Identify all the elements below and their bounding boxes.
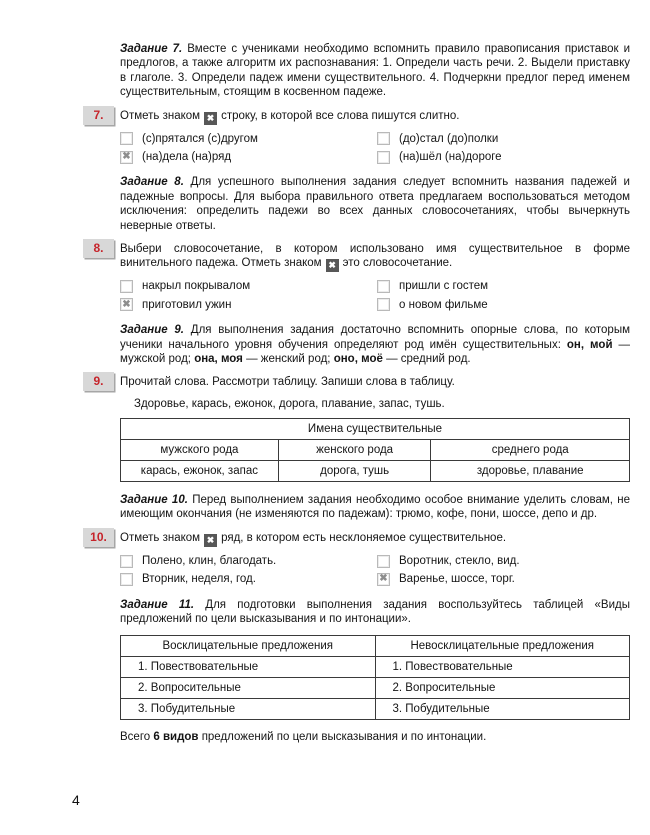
table-row <box>121 419 630 440</box>
table-row <box>121 657 630 678</box>
summary-bold: 6 видов <box>153 731 199 744</box>
answer-option[interactable] <box>120 132 377 146</box>
exercise-8-prompt <box>120 242 630 273</box>
task7-label: Задание 7. <box>120 43 183 55</box>
option-label: (на)дела (на)ряд <box>142 151 232 163</box>
table-row <box>121 461 630 482</box>
task9-guidance <box>120 323 630 366</box>
gender-table <box>120 418 630 482</box>
table-row <box>121 636 630 657</box>
answer-option[interactable] <box>377 132 630 146</box>
option-label: Полено, клин, благодать. <box>142 554 277 567</box>
checkbox[interactable] <box>377 555 390 568</box>
task10-text: Перед выполнением задания необходимо особое внимание уделить словам, не имеющим окончания (не изменяются по падежам): трюмо, кофе, пони, шоссе, депо и др. <box>120 494 630 521</box>
option-label: пришли с гостем <box>399 280 489 293</box>
table-cell: дорога, тушь <box>278 461 431 482</box>
option-label: (до)стал (до)полки <box>399 132 499 145</box>
answer-option[interactable] <box>377 554 630 568</box>
sentence-types-table <box>120 635 630 720</box>
checkbox[interactable]: ✖ <box>120 298 133 311</box>
option-label: Варенье, шоссе, торг. <box>399 573 515 586</box>
prompt-text: Выбери словосочетание, в котором использовано имя существительное в форме винительного падежа. Отметь знаком <box>120 242 630 270</box>
task8-text: Для успешного выполнения задания следует вспомнить названия падежей и падежные вопросы. Для выбора правильного ответа предлагаем воспользоваться методом исключения: определить падежи во всех данных словосочетаниях, чтобы вычеркнуть неверные ответы. <box>120 176 630 232</box>
exercise-7-number: 7. <box>93 107 104 122</box>
checkbox[interactable] <box>377 132 390 145</box>
task7-guidance <box>120 42 630 100</box>
task8-label: Задание 8. <box>120 176 184 189</box>
exercise-7-prompt <box>120 109 630 125</box>
exercise-10-number-badge <box>83 528 114 547</box>
column-header: женского рода <box>278 440 431 461</box>
exercise-9-number-badge <box>83 372 114 391</box>
task11-label: Задание 11. <box>120 598 195 611</box>
page-number: 4 <box>72 791 80 808</box>
table-row <box>121 699 630 720</box>
table-title: Имена существительные <box>121 419 630 440</box>
answer-option[interactable] <box>377 572 630 586</box>
task9-text: — женский род; <box>246 352 331 365</box>
exercise-7-number-badge <box>83 106 114 125</box>
task9-label: Задание 9. <box>120 324 185 337</box>
exercise-9 <box>93 374 630 482</box>
answer-option[interactable] <box>120 150 377 164</box>
task10-guidance <box>120 493 630 522</box>
summary-line <box>120 730 630 744</box>
answer-option[interactable] <box>120 279 377 293</box>
exercise-10-prompt <box>120 531 630 547</box>
task9-text: Для выполнения задания достаточно вспомнить опорные слова, по которым ученики начального уровня обучения определяют род имён существительных: <box>120 324 630 351</box>
exercise-10 <box>90 529 630 587</box>
table-cell: 3. Побудительные <box>121 699 376 720</box>
exercise-9-word-list: Здоровье, карась, ежонок, дорога, плавание, запас, тушь. <box>134 397 445 410</box>
task9-bold: оно, моё <box>333 352 383 365</box>
summary-text: Всего <box>120 731 151 744</box>
x-mark-icon: ✖ <box>204 534 217 547</box>
option-label: накрыл покрывалом <box>142 280 251 293</box>
exercise-9-prompt: Прочитай слова. Рассмотри таблицу. Запиши слова в таблицу. <box>120 376 455 389</box>
exercise-8 <box>93 240 630 312</box>
checkbox[interactable]: ✖ <box>120 151 133 164</box>
exercise-8-number-badge <box>83 239 114 258</box>
option-label: о новом фильме <box>399 298 488 311</box>
exercise-7 <box>93 107 630 165</box>
table-cell: карась, ежонок, запас <box>121 461 279 482</box>
exercise-9-number: 9. <box>93 374 104 389</box>
table-cell: здоровье, плавание <box>431 461 630 482</box>
task11-text: Для подготовки выполнения задания воспользуйтесь таблицей «Виды предложений по цели высказывания и по интонации». <box>120 598 630 625</box>
task9-text: — средний род. <box>386 352 471 365</box>
option-label: Воротник, стекло, вид. <box>399 554 520 567</box>
option-label: (с)прятался (с)другом <box>142 132 258 145</box>
checkbox[interactable] <box>120 132 133 145</box>
table-cell: 1. Повествовательные <box>375 657 630 678</box>
table-row <box>121 440 630 461</box>
table-cell: 2. Вопросительные <box>375 678 630 699</box>
prompt-text: Отметь знаком <box>120 531 201 544</box>
task11-guidance <box>120 598 630 627</box>
answer-option[interactable] <box>377 279 630 293</box>
task10-label: Задание 10. <box>120 494 188 506</box>
task7-text: Вместе с учениками необходимо вспомнить правило правописания приставок и предлогов, а также алгоритм их распознавания: 1. Определи часть речи. 2. Выдели приставку в глаголе. 3. Определи падеж имени существительного. 4. Подчеркни предлог перед именем существительным, стоящим в косвенном падеже. <box>120 43 630 99</box>
answer-option[interactable] <box>120 572 377 586</box>
answer-option[interactable] <box>120 554 377 568</box>
prompt-text: ряд, в котором есть несклоняемое существительное. <box>221 531 507 544</box>
prompt-text: Отметь знаком <box>120 109 201 122</box>
option-label: (на)шёл (на)дороге <box>399 151 502 163</box>
checkbox[interactable]: ✖ <box>377 573 390 586</box>
checkbox[interactable] <box>377 280 390 293</box>
column-header: мужского рода <box>121 440 279 461</box>
checkbox[interactable] <box>377 298 390 311</box>
page-content <box>90 42 631 745</box>
table-cell: 3. Побудительные <box>375 699 630 720</box>
answer-option[interactable] <box>377 150 630 164</box>
column-header: среднего рода <box>431 440 630 461</box>
exercise-8-options <box>120 279 630 312</box>
task9-bold: она, моя <box>194 352 243 365</box>
exercise-8-number: 8. <box>93 240 104 255</box>
answer-option[interactable] <box>120 298 377 312</box>
table-cell: 1. Повествовательные <box>121 657 376 678</box>
x-mark-icon: ✖ <box>326 259 339 272</box>
answer-option[interactable] <box>377 298 630 312</box>
summary-text: предложений по цели высказывания и по интонации. <box>201 731 487 744</box>
prompt-text: строку, в которой все слова пишутся слитно. <box>221 109 460 122</box>
checkbox[interactable] <box>377 151 390 164</box>
checkbox[interactable] <box>120 573 133 586</box>
exercise-10-options <box>120 554 630 587</box>
task9-bold: он, мой <box>566 338 613 351</box>
exercise-10-number: 10. <box>90 529 107 544</box>
task8-guidance <box>120 175 630 233</box>
option-label: приготовил ужин <box>142 298 232 311</box>
checkbox[interactable] <box>120 555 133 568</box>
option-label: Вторник, неделя, год. <box>142 573 256 586</box>
column-header: Невосклицательные предложения <box>375 636 630 657</box>
prompt-text: это словосочетание. <box>342 257 453 270</box>
column-header: Восклицательные предложения <box>121 636 376 657</box>
task9-text: — мужской род; <box>120 338 631 365</box>
exercise-7-options <box>120 132 630 165</box>
table-row <box>121 678 630 699</box>
checkbox[interactable] <box>120 280 133 293</box>
table-cell: 2. Вопросительные <box>121 678 376 699</box>
x-mark-icon: ✖ <box>204 112 217 125</box>
